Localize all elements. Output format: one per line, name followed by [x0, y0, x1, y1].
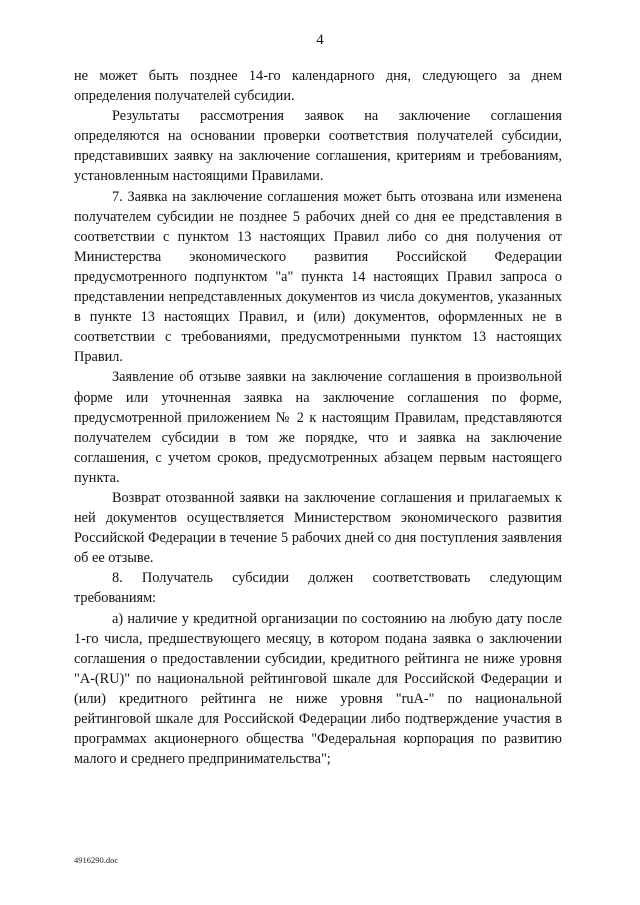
paragraph-continuation: не может быть позднее 14-го календарного дня, следующего за днем определения получателей субсидии. — [74, 68, 562, 105]
document-body — [74, 66, 562, 769]
page-number: 4 — [316, 32, 324, 48]
paragraph-review-results: Результаты рассмотрения заявок на заключение соглашения определяются на основании проверки соответствия получателей субсидии, представивших заявку на заключение соглашения, критериям и требованиям, установленным настоящими Правилами. — [74, 108, 562, 185]
document-file-code: 4916290.doc — [74, 855, 119, 865]
paragraph-item-7: 7. Заявка на заключение соглашения может быть отозвана или изменена получателем субсидии не позднее 5 рабочих дней со дня ее представления в соответствии с пунктом 13 настоящих Правил либо со дня получения от Министерства экономического развития Российской Федерации предусмотренного подпунктом "а" пункта 14 настоящих Правил запроса о представлении непредставленных документов из числа документов, указанных в пункте 13 настоящих Правил, и (или) документов, оформленных не в соответствии с требованиями, предусмотренными пунктом 13 настоящих Правил. — [74, 188, 562, 366]
paragraph-withdrawal-statement: Заявление об отзыве заявки на заключение соглашения в произвольной форме или уточненная заявка на заключение соглашения по форме, предусмотренной приложением № 2 к настоящим Правилам, представляются получателем субсидии в том же порядке, что и заявка на заключение соглашения, с учетом сроков, предусмотренных абзацем первым настоящего пункта. — [74, 369, 562, 486]
paragraph-item-8a: а) наличие у кредитной организации по состоянию на любую дату после 1-го числа, предшествующего месяцу, в котором подана заявка о заключении соглашения о предоставлении субсидии, кредитного рейтинга не ниже уровня "A-(RU)" по национальной рейтинговой шкале для Российской Федерации и (или) кредитного рейтинга не ниже уровня "ruA-" по национальной рейтинговой шкале для Российской Федерации либо подтверждение участия в программах акционерного общества "Федеральная корпорация по развитию малого и среднего предпринимательства"; — [74, 610, 562, 768]
paragraph-item-8: 8. Получатель субсидии должен соответствовать следующим требованиям: — [74, 570, 562, 607]
paragraph-return-application: Возврат отозванной заявки на заключение соглашения и прилагаемых к ней документов осуществляется Министерством экономического развития Российской Федерации в течение 5 рабочих дней со дня поступления заявления об ее отзыве. — [74, 489, 562, 567]
